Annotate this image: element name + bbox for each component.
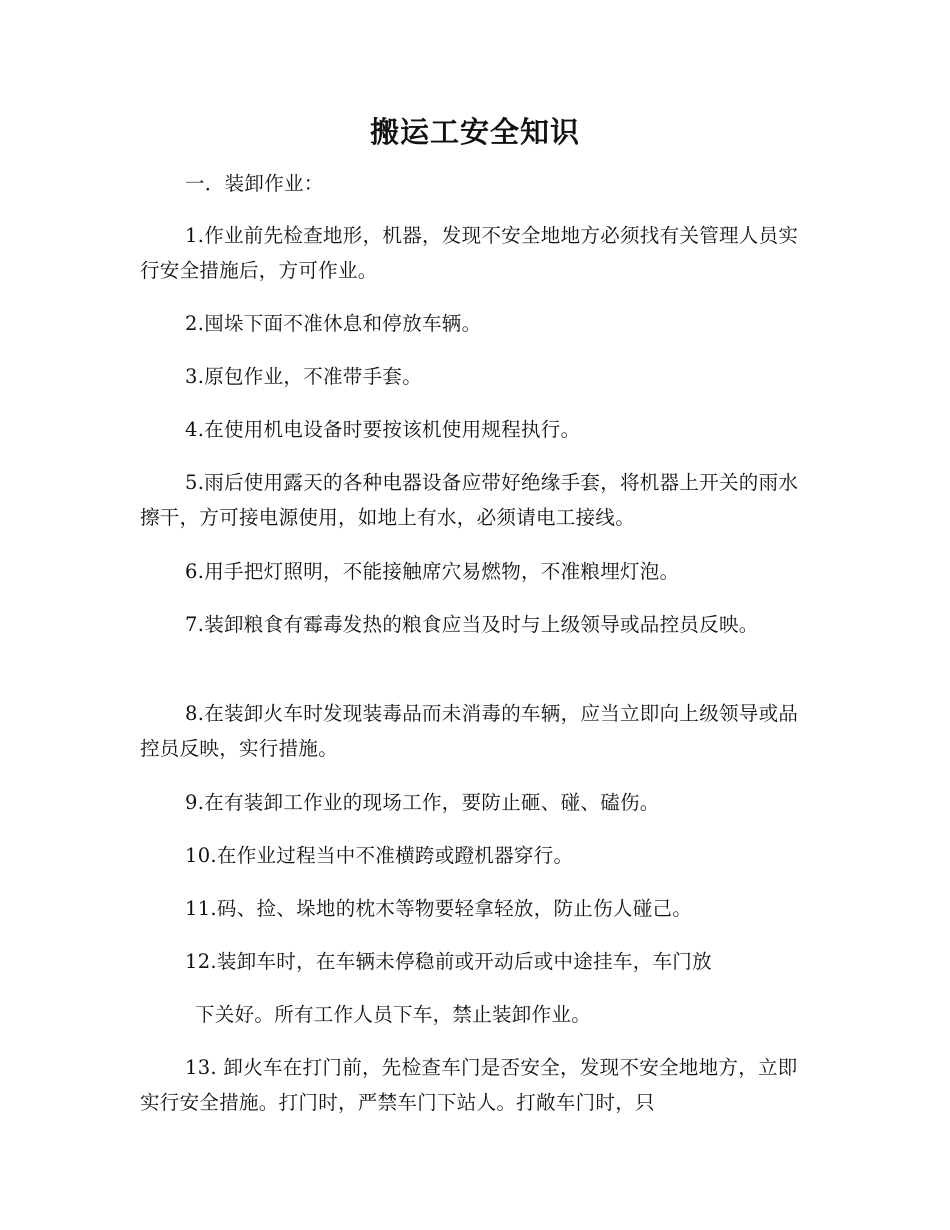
paragraph-item-13: 13. 卸火车在打门前，先检查车门是否安全，发现不安全地地方，立即实行安全措施。打门时，严禁车门下站人。打敞车门时，只 [140,1056,798,1114]
paragraph-item-9: 9.在有装卸工作业的现场工作，要防止砸、碰、磕伤。 [185,791,660,814]
section-heading-loading: 一．装卸作业： [185,172,324,195]
paragraph-item-6: 6.用手把灯照明，不能接触席穴易燃物，不准粮埋灯泡。 [185,560,680,583]
paragraph-item-11: 11.码、捡、垛地的枕木等物要轻拿轻放，防止伤人碰己。 [185,897,693,920]
paragraph-item-10: 10.在作业过程当中不准横跨或蹬机器穿行。 [185,844,574,867]
paragraph-item-1: 1.作业前先检查地形，机器，发现不安全地地方必须找有关管理人员实行安全措施后，方可作业。 [140,224,799,282]
paragraph-item-12: 12.装卸车时，在车辆未停稳前或开动后或中途挂车，车门放 [185,950,712,973]
paragraph-item-3: 3.原包作业，不准带手套。 [185,365,423,388]
paragraph-item-4: 4.在使用机电设备时要按该机使用规程执行。 [185,418,581,441]
paragraph-item-5: 5.雨后使用露天的各种电器设备应带好绝缘手套，将机器上开关的雨水擦干，方可接电源使用，如地上有水，必须请电工接线。 [140,471,799,529]
paragraph-item-7: 7.装卸粮食有霉毒发热的粮食应当及时与上级领导或品控员反映。 [185,613,759,636]
paragraph-item-12-continued: 下关好。所有工作人员下车，禁止装卸作业。 [195,1003,592,1026]
document-title: 搬运工安全知识 [369,115,580,149]
paragraph-item-2: 2.囤垛下面不准休息和停放车辆。 [185,312,482,335]
paragraph-item-8: 8.在装卸火车时发现装毒品而未消毒的车辆，应当立即向上级领导或品控员反映，实行措施。 [140,702,799,760]
